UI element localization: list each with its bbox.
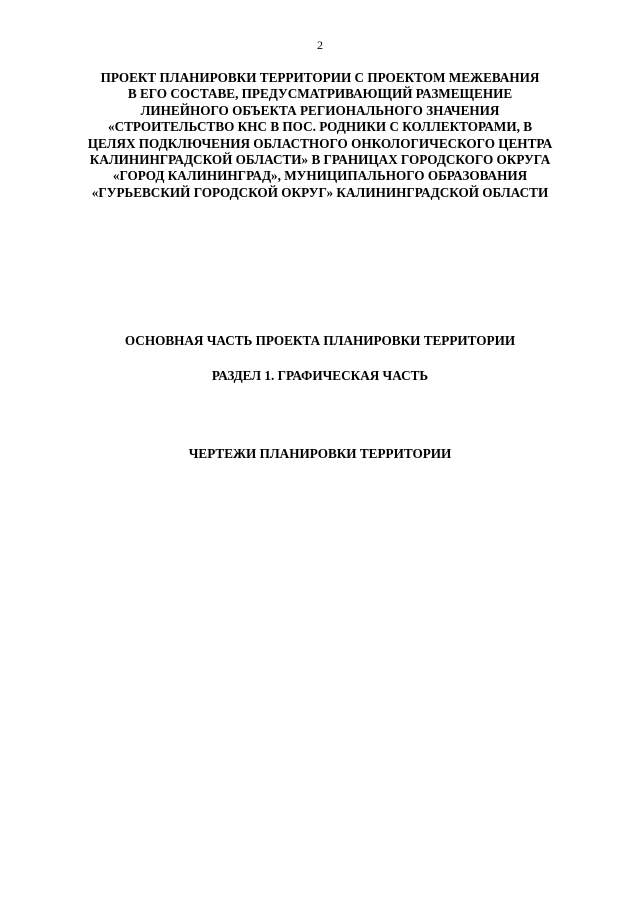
title-line: «ГОРОД КАЛИНИНГРАД», МУНИЦИПАЛЬНОГО ОБРАЗОВАНИЯ: [112, 168, 528, 184]
title-line: ЦЕЛЯХ ПОДКЛЮЧЕНИЯ ОБЛАСТНОГО ОНКОЛОГИЧЕСКОГО ЦЕНТРА: [87, 135, 553, 151]
title-line: «СТРОИТЕЛЬСТВО КНС В ПОС. РОДНИКИ С КОЛЛЕКТОРАМИ, В: [107, 119, 533, 135]
title-line: ПРОЕКТ ПЛАНИРОВКИ ТЕРРИТОРИИ С ПРОЕКТОМ МЕЖЕВАНИЯ: [100, 70, 540, 85]
section-heading: РАЗДЕЛ 1. ГРАФИЧЕСКАЯ ЧАСТЬ: [211, 368, 429, 383]
page-number: 2: [317, 38, 323, 52]
title-line: «ГУРЬЕВСКИЙ ГОРОДСКОЙ ОКРУГ» КАЛИНИНГРАДСКОЙ ОБЛАСТИ: [91, 184, 549, 200]
title-line: КАЛИНИНГРАДСКОЙ ОБЛАСТИ» В ГРАНИЦАХ ГОРОДСКОГО ОКРУГА: [89, 152, 551, 168]
main-part-heading: ОСНОВНАЯ ЧАСТЬ ПРОЕКТА ПЛАНИРОВКИ ТЕРРИТОРИИ: [124, 333, 516, 348]
drawings-heading: ЧЕРТЕЖИ ПЛАНИРОВКИ ТЕРРИТОРИИ: [188, 446, 452, 461]
title-line: ЛИНЕЙНОГО ОБЪЕКТА РЕГИОНАЛЬНОГО ЗНАЧЕНИЯ: [140, 102, 500, 118]
title-line: В ЕГО СОСТАВЕ, ПРЕДУСМАТРИВАЮЩИЙ РАЗМЕЩЕНИЕ: [127, 86, 513, 102]
document-title: [60, 70, 580, 201]
